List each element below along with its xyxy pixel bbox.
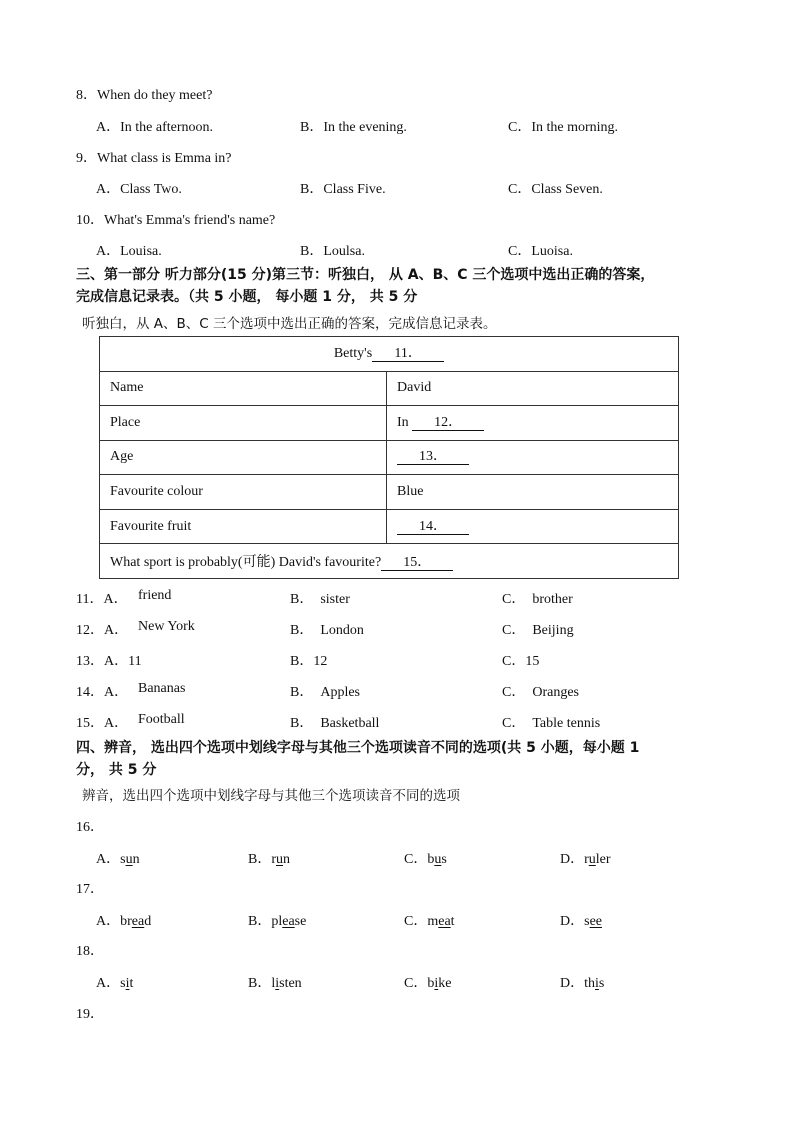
question-9 [76, 147, 232, 167]
table-row [100, 406, 679, 441]
question-17-number: 17． [76, 882, 104, 897]
option-c[interactable]: C．Luoisa. [508, 244, 573, 259]
answer-blank-15[interactable]: 15． [381, 556, 453, 571]
row-value: Blue [387, 475, 679, 510]
question-16-number: 16． [76, 820, 104, 835]
option-b[interactable]: B．please [248, 914, 307, 929]
question-13: 13．A．11 [76, 654, 142, 669]
question-18-number: 18． [76, 944, 104, 959]
question-12: 12．A． [76, 623, 129, 638]
option-a[interactable]: A．sun [96, 852, 140, 867]
option-c[interactable]: C． Table tennis [502, 716, 601, 731]
option-b[interactable]: B．Class Five. [300, 182, 386, 197]
section-3-heading-cont: 完成信息记录表。（共 5 小题， 每小题 1 分， 共 5 分 [76, 289, 418, 305]
question-number: 9． [76, 151, 97, 166]
row-value [387, 440, 679, 475]
last-row-cell: What sport is probably(可能) David's favourite? 15． [100, 544, 679, 579]
table-row [100, 440, 679, 475]
option-b[interactable]: B．In the evening. [300, 120, 407, 135]
option-c[interactable]: C． Oranges [502, 685, 579, 700]
table-title-cell: Betty's 11． [100, 337, 679, 372]
row-label: Name [100, 371, 387, 406]
option-c[interactable]: C．bus [404, 852, 447, 867]
section-3-heading: 三、第一部分 听力部分(15 分)第三节：听独白， 从 A、B、C 三个选项中选出正确的答案， [76, 267, 655, 283]
table-row [100, 337, 679, 372]
option-c[interactable]: C．15 [502, 654, 540, 669]
question-text: When do they meet? [97, 88, 213, 103]
option-b[interactable]: B．Loulsa. [300, 244, 365, 259]
option-d[interactable]: D．ruler [560, 852, 611, 867]
section-4-heading: 四、辨音， 选出四个选项中划线字母与其他三个选项读音不同的选项(共 5 小题，每小题 1 [76, 740, 640, 756]
question-text: What class is Emma in? [97, 151, 232, 166]
answer-blank-13[interactable]: 13． [397, 450, 469, 465]
question-19-number: 19． [76, 1007, 104, 1022]
row-label: Age [100, 440, 387, 475]
question-10 [76, 209, 275, 229]
row-label: Favourite colour [100, 475, 387, 510]
option-c[interactable]: C． Beijing [502, 623, 574, 638]
section-3-instruction: 听独白，从 A、B、C 三个选项中选出正确的答案，完成信息记录表。 [82, 316, 497, 332]
option-c[interactable]: C．bike [404, 976, 452, 991]
answer-blank-12[interactable]: 12． [412, 416, 484, 431]
option-b[interactable]: B．12 [290, 654, 328, 669]
section-4-instruction: 辨音，选出四个选项中划线字母与其他三个选项读音不同的选项 [82, 788, 460, 804]
row-value: In 12． [387, 406, 679, 441]
option-b[interactable]: B． sister [290, 592, 350, 607]
answer-blank-11[interactable]: 11． [372, 347, 444, 362]
question-11: 11．A． [76, 592, 128, 607]
question-15: 15．A． [76, 716, 129, 731]
table-row [100, 371, 679, 406]
option-d[interactable]: D．see [560, 914, 603, 929]
row-value [387, 509, 679, 544]
option-a[interactable]: New York [138, 619, 195, 634]
answer-blank-14[interactable]: 14． [397, 520, 469, 535]
option-b[interactable]: B．run [248, 852, 291, 867]
option-a[interactable]: A．bread [96, 914, 152, 929]
option-b[interactable]: B． Apples [290, 685, 361, 700]
option-a[interactable]: Bananas [138, 681, 186, 696]
option-a[interactable]: A．Louisa. [96, 244, 162, 259]
question-14: 14．A． [76, 685, 129, 700]
info-record-table [99, 336, 679, 579]
table-row [100, 475, 679, 510]
option-c[interactable]: C．meat [404, 914, 455, 929]
option-b[interactable]: B． London [290, 623, 364, 638]
option-c[interactable]: C．In the morning. [508, 120, 619, 135]
option-d[interactable]: D．this [560, 976, 605, 991]
section-4-heading-cont: 分， 共 5 分 [76, 762, 157, 778]
question-8 [76, 84, 212, 104]
option-a[interactable]: A．Class Two. [96, 182, 182, 197]
option-a[interactable]: friend [138, 588, 172, 603]
option-c[interactable]: C．Class Seven. [508, 182, 603, 197]
option-a[interactable]: 11 [128, 654, 142, 669]
row-label: Favourite fruit [100, 509, 387, 544]
question-text: What's Emma's friend's name? [104, 213, 276, 228]
option-a[interactable]: Football [138, 712, 185, 727]
option-b[interactable]: B．listen [248, 976, 302, 991]
row-value: David [387, 371, 679, 406]
option-c[interactable]: C． brother [502, 592, 573, 607]
question-number: 10． [76, 213, 104, 228]
row-label: Place [100, 406, 387, 441]
table-row [100, 544, 679, 579]
table-row [100, 509, 679, 544]
option-a[interactable]: A．In the afternoon. [96, 120, 214, 135]
option-a[interactable]: A．sit [96, 976, 134, 991]
question-number: 8． [76, 88, 97, 103]
option-b[interactable]: B． Basketball [290, 716, 380, 731]
